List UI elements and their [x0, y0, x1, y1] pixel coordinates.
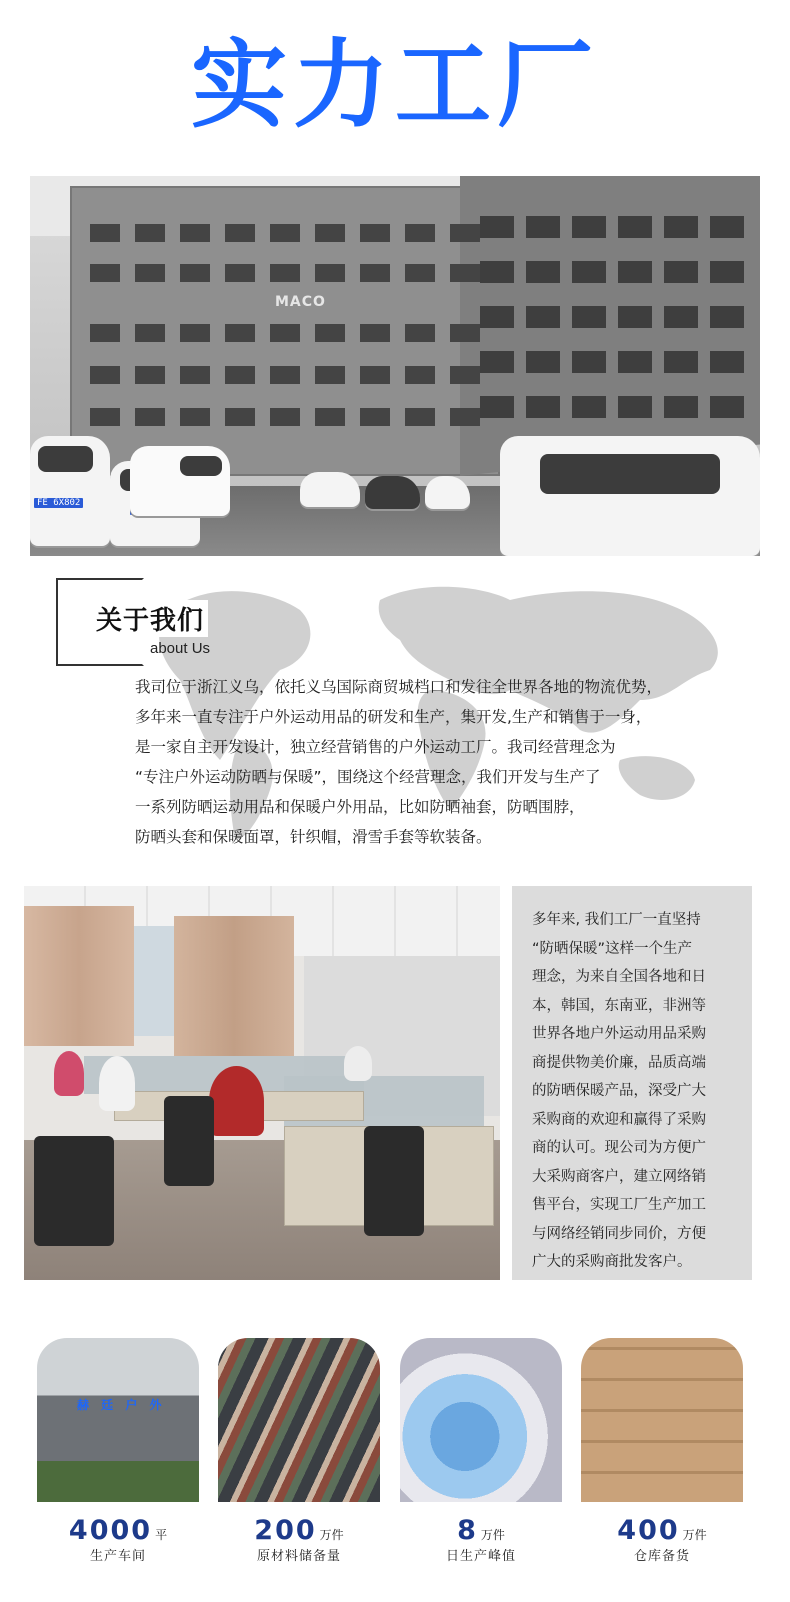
intro-line: 理念，为来自全国各地和日	[532, 969, 706, 985]
car	[500, 436, 760, 556]
stat-number: 4000	[68, 1515, 153, 1546]
building-sign: 赫 廷 户 外	[77, 1398, 166, 1412]
office-photo	[24, 886, 500, 1280]
office-window	[134, 926, 174, 1036]
factory-intro-panel	[512, 886, 752, 1280]
intro-line: 商提供物美价廉，品质高端	[532, 1054, 706, 1071]
factory-intro-text	[532, 906, 737, 1277]
office-chair	[34, 1136, 114, 1246]
car	[365, 476, 420, 509]
building-sign: MACO	[275, 294, 326, 310]
window-row	[90, 408, 480, 426]
fabric-rolls-image	[218, 1338, 380, 1502]
intro-line: 的防晒保暖产品，深受广大	[532, 1083, 706, 1099]
worker	[99, 1056, 135, 1111]
intro-line: 世界各地户外运动用品采购	[532, 1026, 706, 1042]
car	[300, 472, 360, 507]
about-subtitle: about Us	[150, 640, 211, 657]
stat-value	[218, 1515, 380, 1546]
window-row	[480, 261, 750, 283]
about-line: 多年来一直专注于户外运动用品的研发和生产，集开发,生产和销售于一身，	[135, 708, 652, 726]
intro-line: “防晒保暖”这样一个生产	[532, 940, 693, 957]
intro-line: 采购商的欢迎和赢得了采购	[532, 1111, 706, 1128]
stats-section	[0, 1330, 790, 1602]
stat-label: 仓库备货	[633, 1549, 690, 1564]
stat-unit: 平	[155, 1528, 168, 1542]
workshop-building-image	[37, 1338, 199, 1502]
window-row	[480, 396, 750, 418]
intro-line: 大采购商客户，建立网络销	[532, 1168, 706, 1185]
stat-label: 生产车间	[89, 1549, 146, 1564]
intro-line: 售平台，实现工厂生产加工	[532, 1197, 706, 1213]
license-plate: FE 6X802	[34, 498, 83, 508]
window-row	[480, 216, 750, 238]
packaged-products-image	[400, 1338, 562, 1502]
stat-label: 原材料储备量	[256, 1549, 341, 1564]
intro-line: 广大的采购商批发客户。	[532, 1254, 692, 1270]
page-title: 实力工厂	[191, 29, 599, 141]
intro-line: 多年来, 我们工厂一直坚持	[532, 912, 701, 928]
warehouse-boxes-image	[581, 1338, 743, 1502]
car	[425, 476, 470, 509]
stat-value	[37, 1515, 199, 1546]
window-row	[90, 264, 480, 282]
about-line: “专注户外运动防晒与保暖”，围绕这个经营理念，我们开发与生产了	[135, 768, 601, 786]
about-line: 一系列防晒运动用品和保暖户外用品，比如防晒袖套，防晒围脖，	[135, 798, 585, 816]
window-row	[480, 306, 750, 328]
window-row	[90, 366, 480, 384]
stat-number: 8	[457, 1515, 478, 1546]
car	[30, 436, 110, 546]
intro-line: 本，韩国，东南亚，非洲等	[532, 997, 706, 1014]
about-line: 是一家自主开发设计，独立经营销售的户外运动工厂。我司经营理念为	[135, 738, 616, 756]
worker	[209, 1066, 264, 1136]
about-title: 关于我们	[92, 600, 208, 637]
stat-unit: 万件	[480, 1528, 505, 1542]
curtain	[24, 906, 134, 1046]
stat-unit: 万件	[319, 1528, 344, 1542]
stat-value	[400, 1515, 562, 1546]
about-line: 我司位于浙江义乌，依托义乌国际商贸城档口和发往全世界各地的物流优势，	[135, 678, 663, 696]
intro-line: 商的认可。现公司为方便广	[532, 1140, 706, 1156]
stat-value	[581, 1515, 743, 1546]
stat-number: 200	[254, 1515, 317, 1546]
window-row	[90, 324, 480, 342]
worker	[344, 1046, 372, 1081]
office-chair	[164, 1096, 214, 1186]
worker	[54, 1051, 84, 1096]
window-row	[90, 224, 480, 242]
factory-building-photo	[30, 176, 760, 556]
stat-label: 日生产峰值	[445, 1549, 516, 1564]
about-section	[0, 570, 790, 860]
stat-number: 400	[617, 1515, 680, 1546]
about-line: 防晒头套和保暖面罩，针织帽，滑雪手套等软装备。	[135, 828, 492, 846]
stat-unit: 万件	[682, 1528, 707, 1542]
intro-line: 与网络经销同步同价，方便	[532, 1225, 706, 1242]
curtain	[174, 916, 294, 1056]
office-chair	[364, 1126, 424, 1236]
about-description	[135, 672, 755, 852]
van	[130, 446, 230, 516]
window-row	[480, 351, 750, 373]
